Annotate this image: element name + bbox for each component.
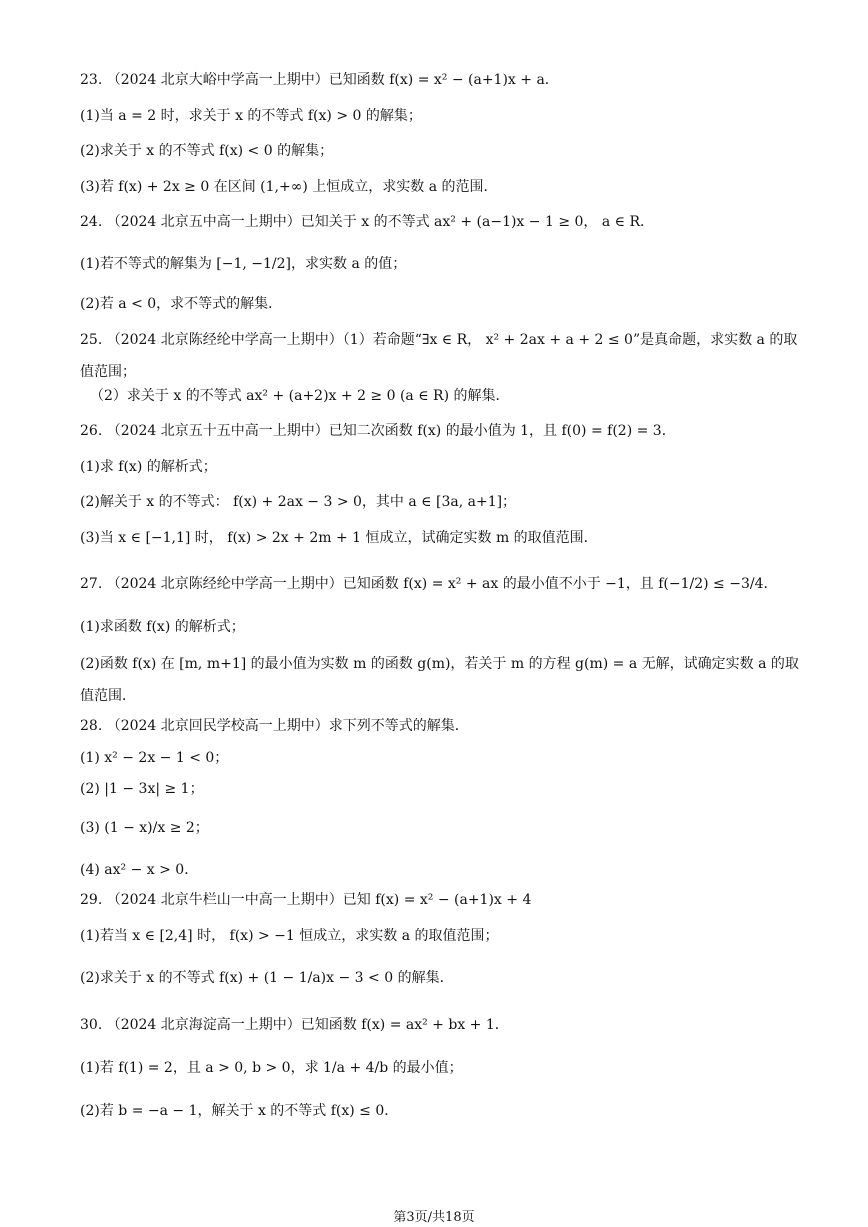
problem-24-part-2: (2)若 a < 0，求不等式的解集． [80, 296, 283, 312]
problem-23: 23. （2024 北京大峪中学高一上期中）已知函数 f(x) = x² − (a+1)x + a． [80, 72, 559, 88]
problem-25: 25. （2024 北京陈经纶中学高一上期中）（1）若命题“∃x ∈ R， x² + 2ax + a + 2 ≤ 0”是真命题，求实数 a 的取值范围； [80, 332, 798, 380]
problem-24: 24. （2024 北京五中高一上期中）已知关于 x 的不等式 ax² + (a−1)x − 1 ≥ 0， a ∈ R． [80, 214, 655, 230]
page-footer: 第3页/共18页 [393, 1210, 475, 1225]
problem-29-part-1: (1)若当 x ∈ [2,4] 时， f(x) > −1 恒成立，求实数 a 的取值范围； [80, 928, 499, 944]
problem-29: 29. （2024 北京牛栏山一中高一上期中）已知 f(x) = x² − (a+1)x + 4 [80, 892, 532, 908]
problem-28-part-1: (1) x² − 2x − 1 < 0； [80, 750, 229, 766]
problem-24-part-1: (1)若不等式的解集为 [−1, −1/2]，求实数 a 的值； [80, 256, 407, 272]
problem-27: 27. （2024 北京陈经纶中学高一上期中）已知函数 f(x) = x² + ax 的最小值不小于 −1，且 f(−1/2) ≤ −3/4． [80, 576, 778, 592]
problem-27-part-1: (1)求函数 f(x) 的解析式； [80, 619, 245, 635]
problem-30-part-2: (2)若 b = −a − 1，解关于 x 的不等式 f(x) ≤ 0． [80, 1103, 399, 1119]
problem-30: 30. （2024 北京海淀高一上期中）已知函数 f(x) = ax² + bx + 1． [80, 1017, 509, 1033]
problem-26-part-2: (2)解关于 x 的不等式： f(x) + 2ax − 3 > 0，其中 a ∈ [3a, a+1]； [80, 494, 517, 510]
problem-28-part-2: (2) |1 − 3x| ≥ 1； [80, 781, 204, 797]
problem-29-part-2: (2)求关于 x 的不等式 f(x) + (1 − 1/a)x − 3 < 0 的解集． [80, 970, 454, 986]
problem-25-part-2: （2）求关于 x 的不等式 ax² + (a+2)x + 2 ≥ 0 (a ∈ R) 的解集． [90, 388, 510, 404]
problem-28-part-4: (4) ax² − x > 0． [80, 862, 199, 878]
problem-23-part-1: (1)当 a = 2 时，求关于 x 的不等式 f(x) > 0 的解集； [80, 108, 422, 124]
problem-26-part-3: (3)当 x ∈ [−1,1] 时， f(x) > 2x + 2m + 1 恒成立，试确定实数 m 的取值范围． [80, 530, 598, 546]
problem-28-part-3: (3) (1 − x)/x ≥ 2； [80, 820, 209, 836]
problem-26: 26. （2024 北京五十五中高一上期中）已知二次函数 f(x) 的最小值为 1，且 f(0) = f(2) = 3． [80, 423, 676, 439]
problem-28: 28. （2024 北京回民学校高一上期中）求下列不等式的解集． [80, 718, 469, 734]
problem-26-part-1: (1)求 f(x) 的解析式； [80, 459, 217, 475]
problem-30-part-1: (1)若 f(1) = 2，且 a > 0, b > 0，求 1/a + 4/b 的最小值； [80, 1060, 463, 1076]
problem-27-part-2: (2)函数 f(x) 在 [m, m+1] 的最小值为实数 m 的函数 g(m)，若关于 m 的方程 g(m) = a 无解，试确定实数 a 的取值范围． [80, 656, 799, 704]
problem-23-part-2: (2)求关于 x 的不等式 f(x) < 0 的解集； [80, 143, 334, 159]
problem-23-part-3: (3)若 f(x) + 2x ≥ 0 在区间 (1,+∞) 上恒成立，求实数 a 的范围． [80, 179, 498, 195]
